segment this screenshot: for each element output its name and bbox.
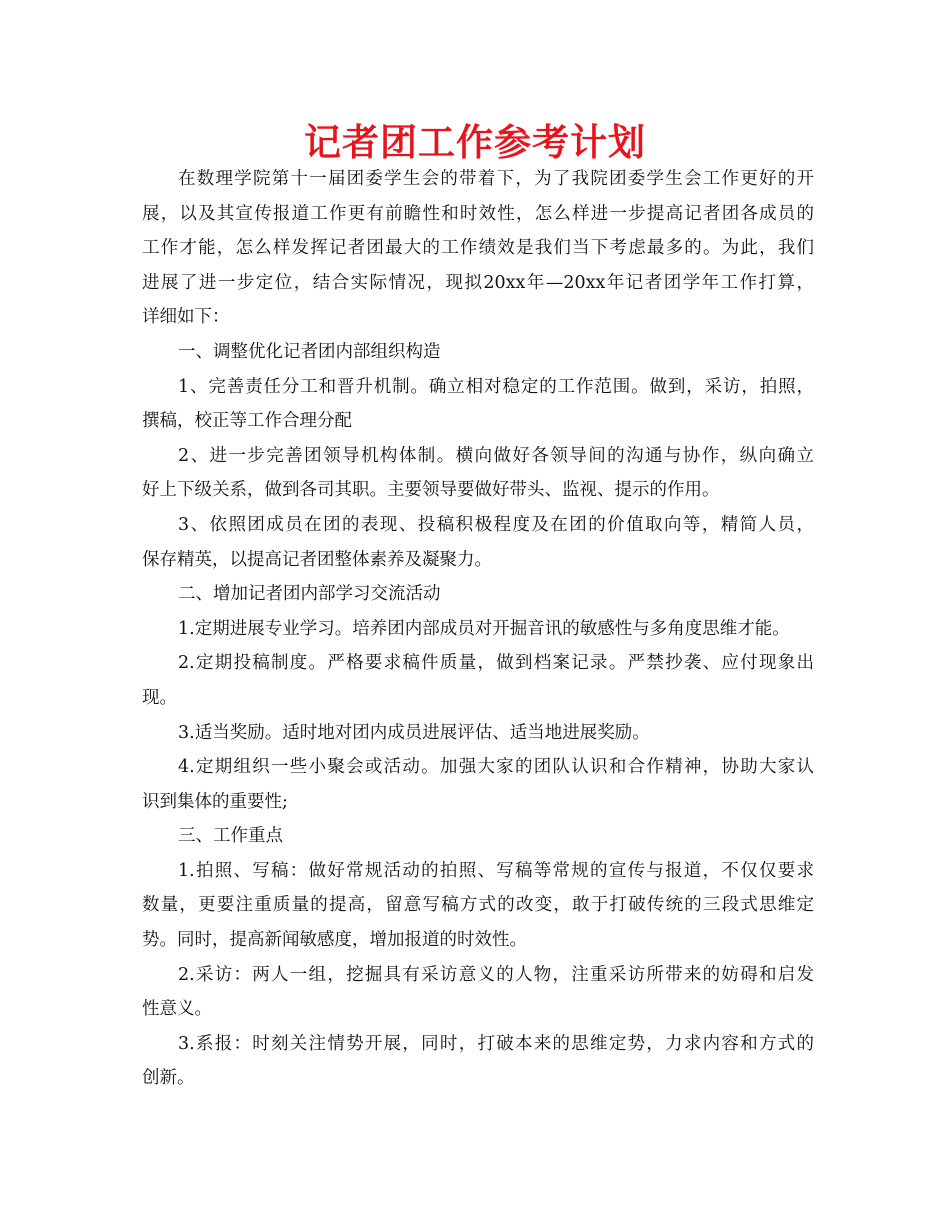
text-line: 在数理学院第十一届团委学生会的带着下，为了我院团委学生会工作更好的开 [178,169,814,189]
text-line: 2.定期投稿制度。严格要求稿件质量，做到档案记录。严禁抄袭、应付现象出 [178,653,814,674]
text-line: 势。同时，提高新闻敏感度，增加报道的时效性。 [142,930,527,951]
text-line: 1、完善责任分工和晋升机制。确立相对稳定的工作范围。做到，采访，拍照， [178,376,814,397]
text-line: 保存精英，以提高记者团整体素养及凝聚力。 [142,549,492,570]
text-line: 数量，更要注重质量的提高，留意写稿方式的改变，敢于打破传统的三段式思维定 [142,895,814,916]
text-line: 进展了进一步定位，结合实际情况，现拟20xx年—20xx年记者团学年工作打算， [142,272,814,293]
text-line: 3、依照团成员在团的表现、投稿积极程度及在团的价值取向等，精简人员， [178,514,814,535]
text-line: 性意义。 [142,999,212,1020]
text-line: 识到集体的重要性; [142,791,288,812]
text-line: 一、调整优化记者团内部组织构造 [178,341,441,362]
text-line: 1.定期进展专业学习。培养团内部成员对开掘音讯的敏感性与多角度思维才能。 [178,618,790,639]
text-line: 3.系报：时刻关注情势开展，同时，打破本来的思维定势，力求内容和方式的 [178,1033,814,1054]
text-line: 现。 [142,687,177,708]
document-body [142,162,814,1096]
text-line: 撰稿，校正等工作合理分配 [142,411,352,432]
text-line: 二、增加记者团内部学习交流活动 [178,584,441,605]
text-line: 创新。 [142,1068,195,1089]
text-line: 三、工作重点 [178,826,283,847]
text-line: 工作才能，怎么样发挥记者团最大的工作绩效是我们当下考虑最多的。为此，我们 [142,238,814,259]
text-line: 1.拍照、写稿：做好常规活动的拍照、写稿等常规的宣传与报道，不仅仅要求 [178,860,814,881]
text-line: 好上下级关系，做到各司其职。主要领导要做好带头、监视、提示的作用。 [142,480,720,501]
text-line: 4.定期组织一些小聚会或活动。加强大家的团队认识和合作精神，协助大家认 [178,757,814,778]
text-line: 3.适当奖励。适时地对团内成员进展评估、适当地进展奖励。 [178,722,650,743]
text-line: 2.采访：两人一组，挖掘具有采访意义的人物，注重采访所带来的妨碍和启发 [178,964,814,985]
text-line: 详细如下： [142,307,230,328]
document-title: 记者团工作参考计划 [304,121,646,164]
text-line: 展，以及其宣传报道工作更有前瞻性和时效性，怎么样进一步提高记者团各成员的 [142,203,814,224]
text-line: 2、进一步完善团领导机构体制。横向做好各领导间的沟通与协作，纵向确立 [178,445,814,466]
